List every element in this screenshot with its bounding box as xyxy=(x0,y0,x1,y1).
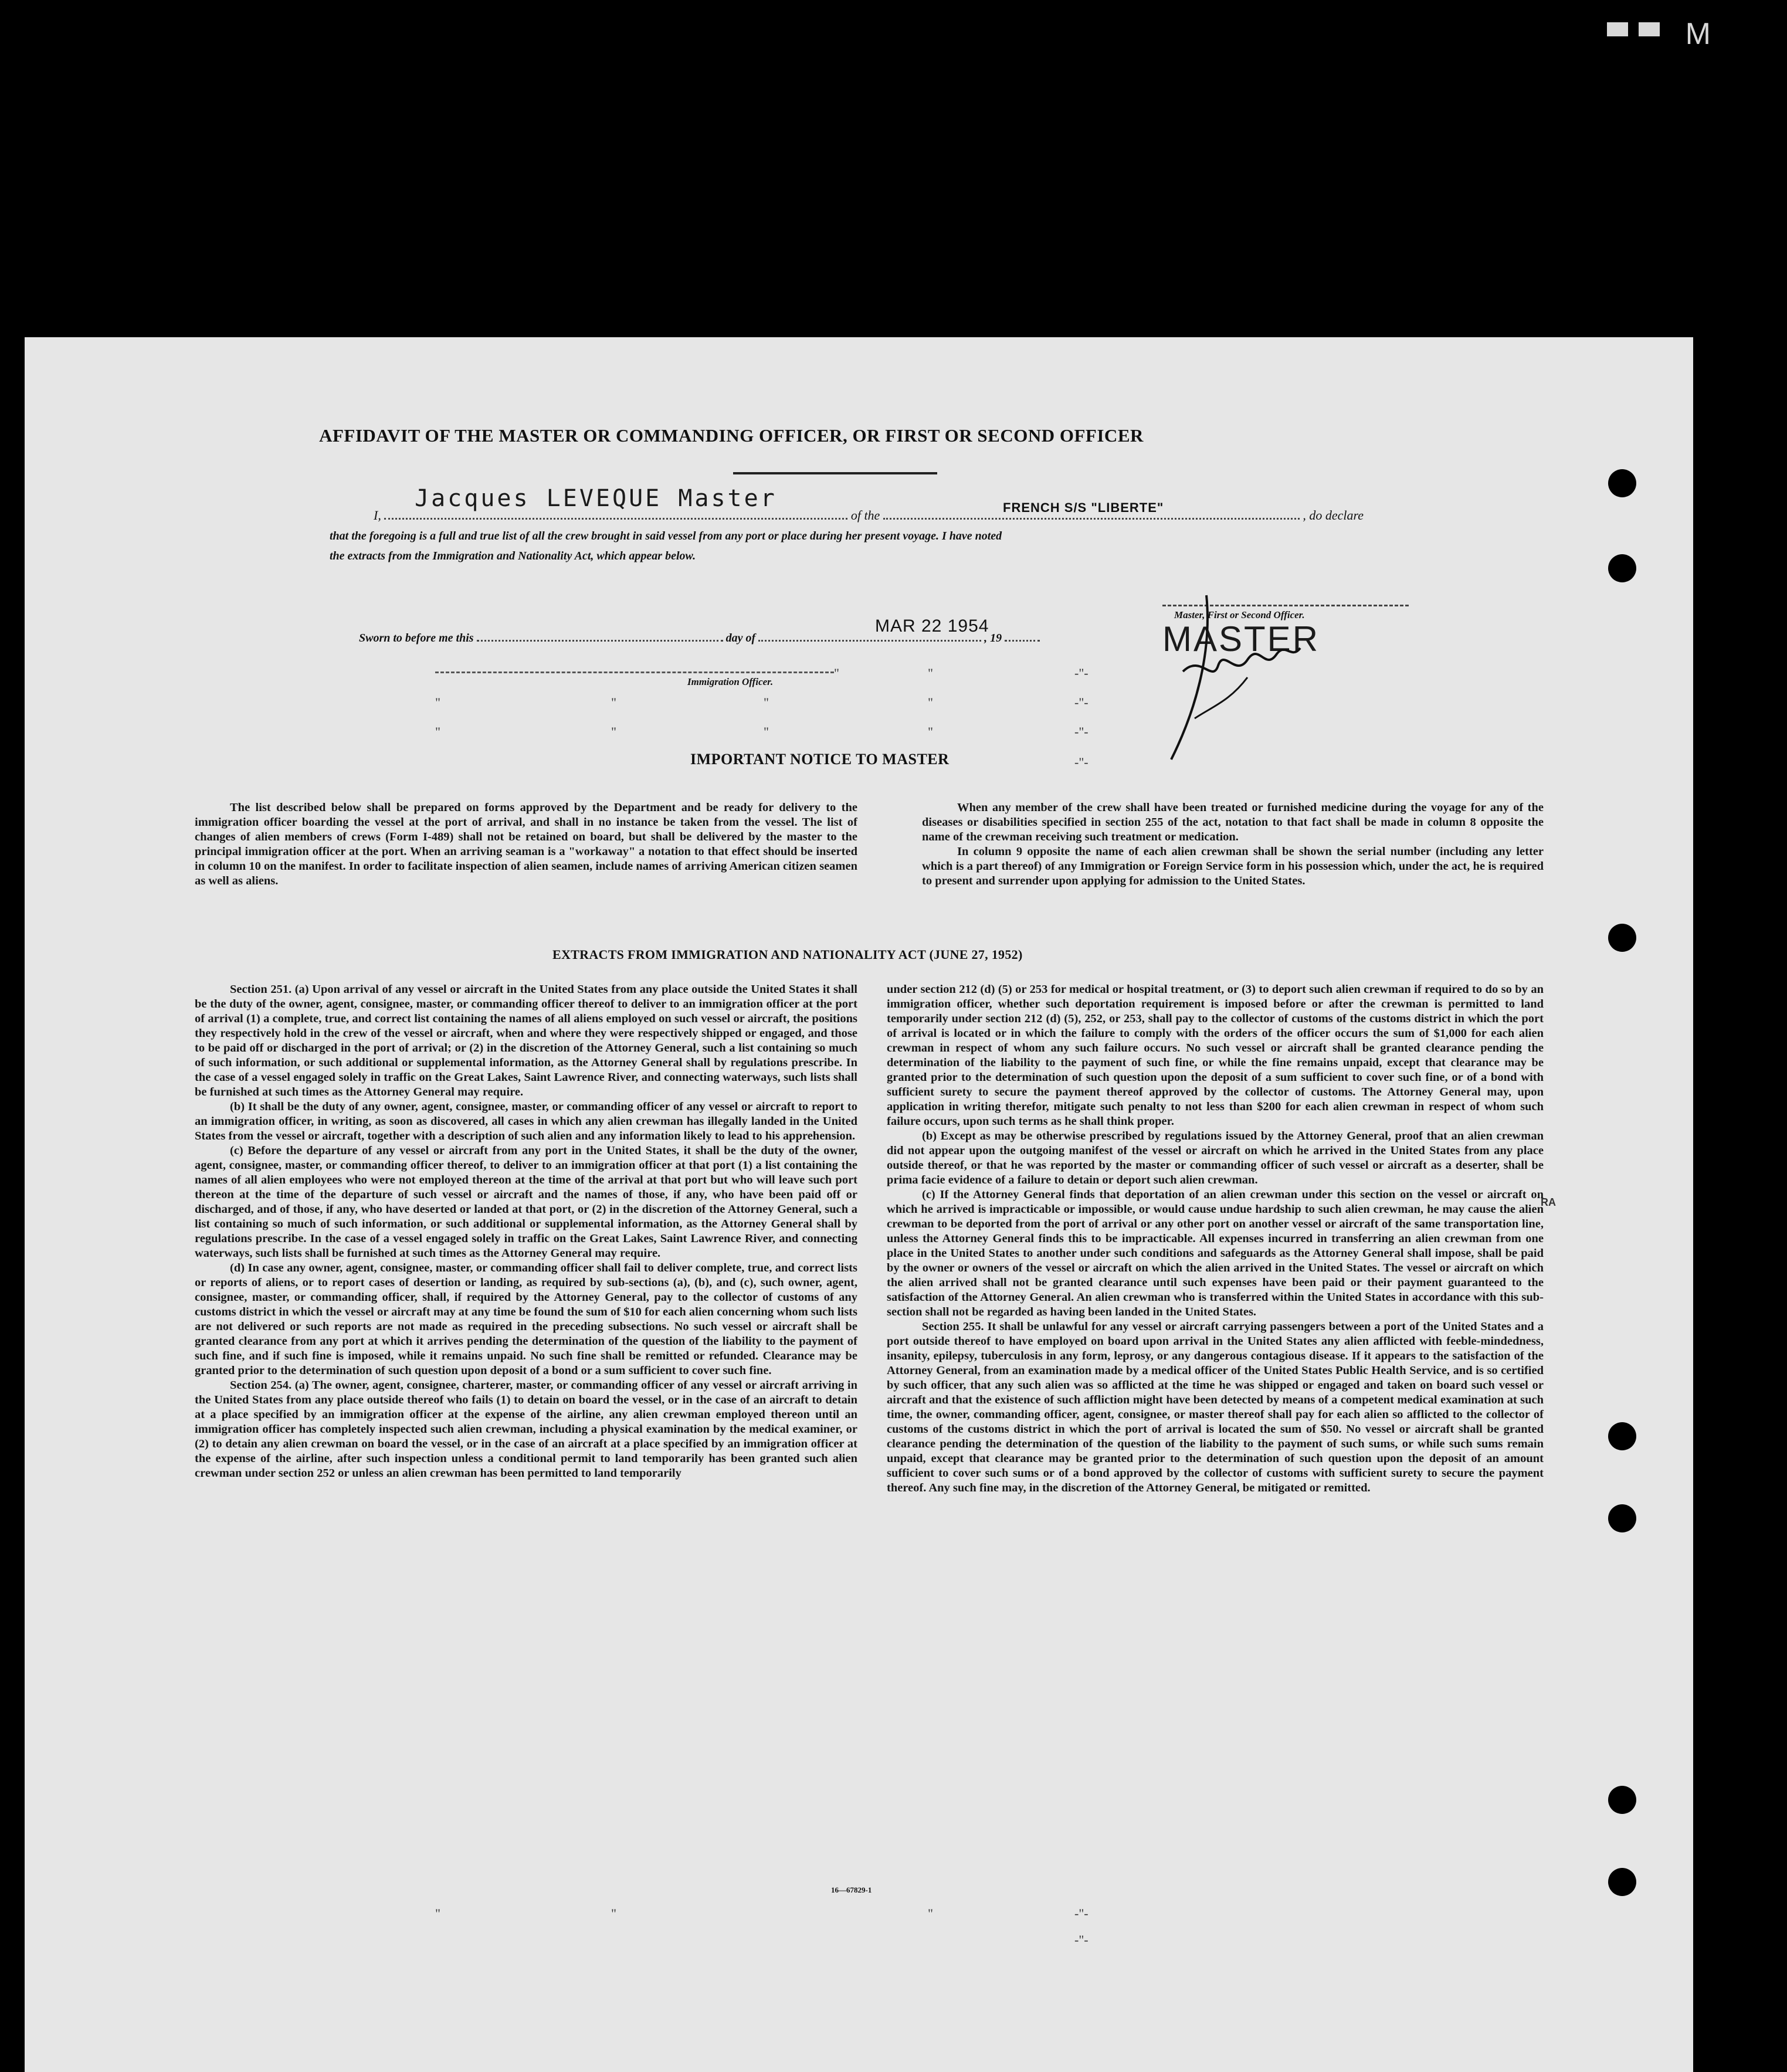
officer-line xyxy=(435,672,834,673)
act-paragraph: (d) In case any owner, agent, consignee, master, or commanding officer shall fail to deliver complete, true, and correct lists or reports of aliens, or to report cases of desertion or landing, as required by sub-sections (a), (b), and (c), such owner, agent, consignee, master, or commanding officer, shall, if required by the Attorney General, pay to the collector of customs of any customs district in which the vessel or aircraft may at any time be found the sum of $10 for each alien concerning whom such lists are not delivered or such reports are not made as required in the preceding subsections. No such vessel or aircraft shall be granted clearance from any port at which it arrives pending the determination of the question of the liability to the payment of such fine, and if such fine is imposed, while it remains unpaid. No such fine shall be remitted or refunded. Clearance may be granted prior to the determination of such question upon deposit of a bond or a sum sufficient to cover such fine. xyxy=(195,1261,857,1377)
ditto-mark: " xyxy=(435,724,440,739)
officer-label: Immigration Officer. xyxy=(687,676,774,687)
corner-marks xyxy=(1607,17,1711,51)
punch-hole xyxy=(1608,1422,1636,1450)
ditto-mark: -"- xyxy=(1074,666,1089,680)
punch-hole xyxy=(1608,1786,1636,1814)
master-stamp: MASTER xyxy=(1162,619,1320,659)
act-paragraph: (c) If the Attorney General finds that deportation of an alien crewman under this section on the vessel or aircraft on which he arrived is impracticable or impossible, or would cause undue hardship to such alien crewman, he may cause the alien crewman to be deported from the port of arrival or any other port on another vessel or aircraft of the same transportation line, unless the Attorney General finds this to be impracticable. All expenses incurred in transferring an alien crewman from one place in the United States to another under such conditions and safeguards as the Attorney General shall impose, shall be paid by the owner or owners of the vessel or aircraft on which the alien arrived in the United States. The vessel or aircraft on which the alien arrived shall not be granted clearance until such expenses have been paid or their payment guaranteed to the satisfaction of the Attorney General. An alien crewman who is transferred within the United States in accordance with this sub-section shall not be regarded as having been landed in the United States. xyxy=(887,1188,1544,1318)
punch-hole xyxy=(1608,924,1636,952)
declaration-text-2: the extracts from the Immigration and Nationality Act, which appear below. xyxy=(330,550,696,562)
sworn-label: Sworn to before me this xyxy=(359,632,474,645)
ditto-mark: " xyxy=(435,1906,440,1921)
signer-label: Master, First or Second Officer. xyxy=(1174,609,1305,620)
notice-paragraph: The list described below shall be prepared on forms approved by the Department and be ready for delivery to the immigration officer boarding the vessel at the port of arrival, and shall in no instance be taken from the vessel. The list of changes of alien members of crews (Form I-489) shall not be retained on board, but shall be delivered by the master to the principal immigration officer at the port. When an arriving seaman is a "workaway" a notation to that effect should be inserted in column 10 on the manifest. In order to facilitate inspection of alien seamen, include names of arriving American citizen seamen as well as aliens. xyxy=(195,801,857,887)
punch-hole xyxy=(1608,1868,1636,1896)
notice-paragraph: In column 9 opposite the name of each alien crewman shall be shown the serial number (including any letter which is a part thereof) of any Immigration or Foreign Service form in his possession which, under the act, he is required to present and surrender upon applying for admission to the United States. xyxy=(922,845,1544,887)
ditto-mark: " xyxy=(834,666,839,680)
punch-hole xyxy=(1608,469,1636,497)
corner-glyph: M xyxy=(1685,17,1711,51)
ditto-mark: " xyxy=(928,1906,933,1921)
of-the-label: of the xyxy=(850,508,880,523)
ditto-mark: " xyxy=(928,666,933,680)
ditto-mark: " xyxy=(928,724,933,739)
act-paragraph: Section 251. (a) Upon arrival of any vessel or aircraft in the United States from any place outside the United States it shall be the duty of the owner, agent, consignee, master, or commanding officer thereof to deliver to an immigration officer at the port of arrival (1) a complete, true, and correct list containing the names of all aliens employed on such vessel or aircraft, the positions they respectively hold in the crew of the vessel or aircraft, when and where they were respectively shipped or engaged, and those to be paid off or discharged in the port of arrival; or (2) in the discretion of the Attorney General, such a list containing so much of such information, or such additional or supplemental information, as the Attorney General shall by regulations prescribe. In the case of a vessel engaged solely in traffic on the Great Lakes, Saint Lawrence River, and connecting waterways, such lists shall be furnished at such times as the Attorney General may require. xyxy=(195,983,857,1098)
document-sheet xyxy=(25,337,1693,2072)
punch-hole xyxy=(1608,1504,1636,1532)
ditto-mark: -"- xyxy=(1074,724,1089,739)
act-paragraph: Section 254. (a) The owner, agent, consignee, charterer, master, or commanding officer of any vessel or aircraft arriving in the United States from any place outside thereof who fails (1) to detain on board the vessel, or in the case of an aircraft to detain at a place specified by an immigration officer at the expense of the airline, any alien crewman employed thereon until an immigration officer has completely inspected such alien crewman, including a physical examination by the medical examiner, or (2) to detain any alien crewman on board the vessel, or in the case of an aircraft at a place specified by an immigration officer at the expense of the airline, after such inspection unless a conditional permit to land temporarily has been granted such alien crewman under section 252 or unless an alien crewman has been permitted to land temporarily xyxy=(195,1379,857,1480)
date-stamp: MAR 22 1954 xyxy=(875,616,989,636)
margin-mark: RA xyxy=(1541,1196,1556,1208)
ditto-mark: -"- xyxy=(1074,1906,1089,1921)
day-blank xyxy=(477,629,723,642)
ditto-mark: -"- xyxy=(1074,1932,1089,1947)
declaration-text-1: that the foregoing is a full and true list of all the crew brought in said vessel from any port or place during her present voyage. I have noted xyxy=(330,530,1002,542)
year-blank xyxy=(1005,629,1040,642)
vessel-name: FRENCH S/S "LIBERTE" xyxy=(1003,500,1164,515)
day-of-label: day of xyxy=(725,632,756,645)
do-declare-label: , do declare xyxy=(1303,508,1364,523)
act-paragraph: under section 212 (d) (5) or 253 for medical or hospital treatment, or (3) to deport such alien crewman if required to do so by an immigration officer, whether such deportation requirement is imposed before or after the crewman is permitted to land temporarily under section 212 (d) (5), 252, or 253, shall pay to the collector of customs of the customs district in which the port of arrival is located or in which the failure to comply with the orders of the officer occurs the sum of $1,000 for each alien crewman in respect of whom any such failure occurs. No such vessel or aircraft shall be granted clearance pending the determination of the liability to the payment of such fine, or while the fine remains unpaid, except that clearance may be granted prior to the determination of such question upon the deposit of a sum sufficient to cover such fine, or of a bond with sufficient surety to secure the payment thereof approved by the collector of customs. The Attorney General may, upon application in writing therefor, mitigate such penalty to not less than $200 for each alien crewman in respect of whom such failure occurs, upon such terms as he shall think proper. xyxy=(887,983,1544,1128)
act-paragraph: (b) It shall be the duty of any owner, agent, consignee, master, or commanding officer of any vessel or aircraft to report to an immigration officer, in writing, as soon as discovered, all cases in which any alien crewman has illegally landed in the United States from the vessel or aircraft, together with a description of such alien and any information likely to lead to his apprehension. xyxy=(195,1100,857,1142)
i-label: I, xyxy=(374,508,381,523)
ditto-mark: -"- xyxy=(1074,755,1089,769)
master-name: Jacques LEVEQUE Master xyxy=(415,485,777,512)
extracts-right-column xyxy=(887,982,1544,1495)
form-number: 16—67829-1 xyxy=(831,1886,872,1894)
extracts-left-column xyxy=(195,982,857,1481)
punch-hole xyxy=(1608,554,1636,582)
affidavit-title: AFFIDAVIT OF THE MASTER OR COMMANDING OFFICER, OR FIRST OR SECOND OFFICER xyxy=(319,425,1144,446)
ditto-mark: " xyxy=(435,695,440,710)
extracts-title: EXTRACTS FROM IMMIGRATION AND NATIONALITY ACT (JUNE 27, 1952) xyxy=(552,947,1023,962)
ditto-mark: " xyxy=(611,724,616,739)
notice-paragraph: When any member of the crew shall have been treated or furnished medicine during the voyage for any of the diseases or disabilities specified in section 255 of the act, notation to that fact shall be made in column 8 opposite the name of the crewman receiving such treatment or medication. xyxy=(922,801,1544,843)
title-rule xyxy=(733,472,937,474)
ditto-mark: " xyxy=(611,1906,616,1921)
notice-right xyxy=(922,801,1544,889)
registration-block xyxy=(1639,22,1660,36)
ditto-mark: " xyxy=(611,695,616,710)
act-paragraph: (c) Before the departure of any vessel or aircraft from any port in the United States, it shall be the duty of the owner, agent, consignee, master, or commanding officer thereof, to deliver to an immigration officer at that port (1) a list containing the names of all alien employees who were not employed thereon at the time of the arrival at that port but who will leave such port thereon at the time of the departure of such vessel or aircraft and the names of those, if any, who have been paid off or discharged, and of those, if any, who have deserted or landed at that port, or (2) in the discretion of the Attorney General, such a list containing so much of such information, or such additional or supplemental information, as the Attorney General shall by regulations prescribe. In the case of a vessel engaged solely in traffic on the Great Lakes, Saint Lawrence River, and connecting waterways, such lists shall be furnished at such times as the Attorney General may require. xyxy=(195,1144,857,1260)
act-paragraph: Section 255. It shall be unlawful for any vessel or aircraft carrying passengers between a port of the United States and a port outside thereof to have employed on board upon arrival in the United States any alien afflicted with feeble-mindedness, insanity, epilepsy, tuberculosis in any form, leprosy, or any dangerous contagious disease. If it appears to the satisfaction of the Attorney General, from an examination made by a medical officer of the United States Public Health Service, and is so certified by such officer, that any such alien was so afflicted at the time he was shipped or engaged and taken on board such vessel or aircraft and that the existence of such affliction might have been detected by means of a competent medical examination at such time, the owner, commanding officer, agent, consignee, or master thereof shall pay for each alien so afflicted to the collector of customs of the customs district in which the port of arrival is located the sum of $50. No vessel or aircraft shall be granted clearance pending the determination of the question of the liability to the payment of such sums, or while such sums remain unpaid, except that clearance may be granted prior to the determination of such question upon the deposit of an amount sufficient to cover such sums or of a bond approved by the collector of customs with sufficient surety to secure the payment thereof. Any such fine may, in the discretion of the Attorney General, be mitigated or remitted. xyxy=(887,1320,1544,1494)
act-paragraph: (b) Except as may be otherwise prescribed by regulations issued by the Attorney General, proof that an alien crewman did not appear upon the outgoing manifest of the vessel or aircraft on which he arrived in the United States from any place outside thereof, or that he was reported by the master or commanding officer of such vessel or aircraft as a deserter, shall be prima facie evidence of a failure to detain or deport such alien crewman. xyxy=(887,1130,1544,1186)
ditto-mark: " xyxy=(764,695,769,710)
ditto-mark: " xyxy=(764,724,769,739)
handwritten-signature xyxy=(1159,584,1335,771)
notice-title: IMPORTANT NOTICE TO MASTER xyxy=(690,751,950,768)
ditto-mark: -"- xyxy=(1074,695,1089,710)
ditto-mark: " xyxy=(928,695,933,710)
registration-block xyxy=(1607,22,1628,36)
year-label: , 19 xyxy=(984,632,1002,645)
notice-left xyxy=(195,801,857,889)
